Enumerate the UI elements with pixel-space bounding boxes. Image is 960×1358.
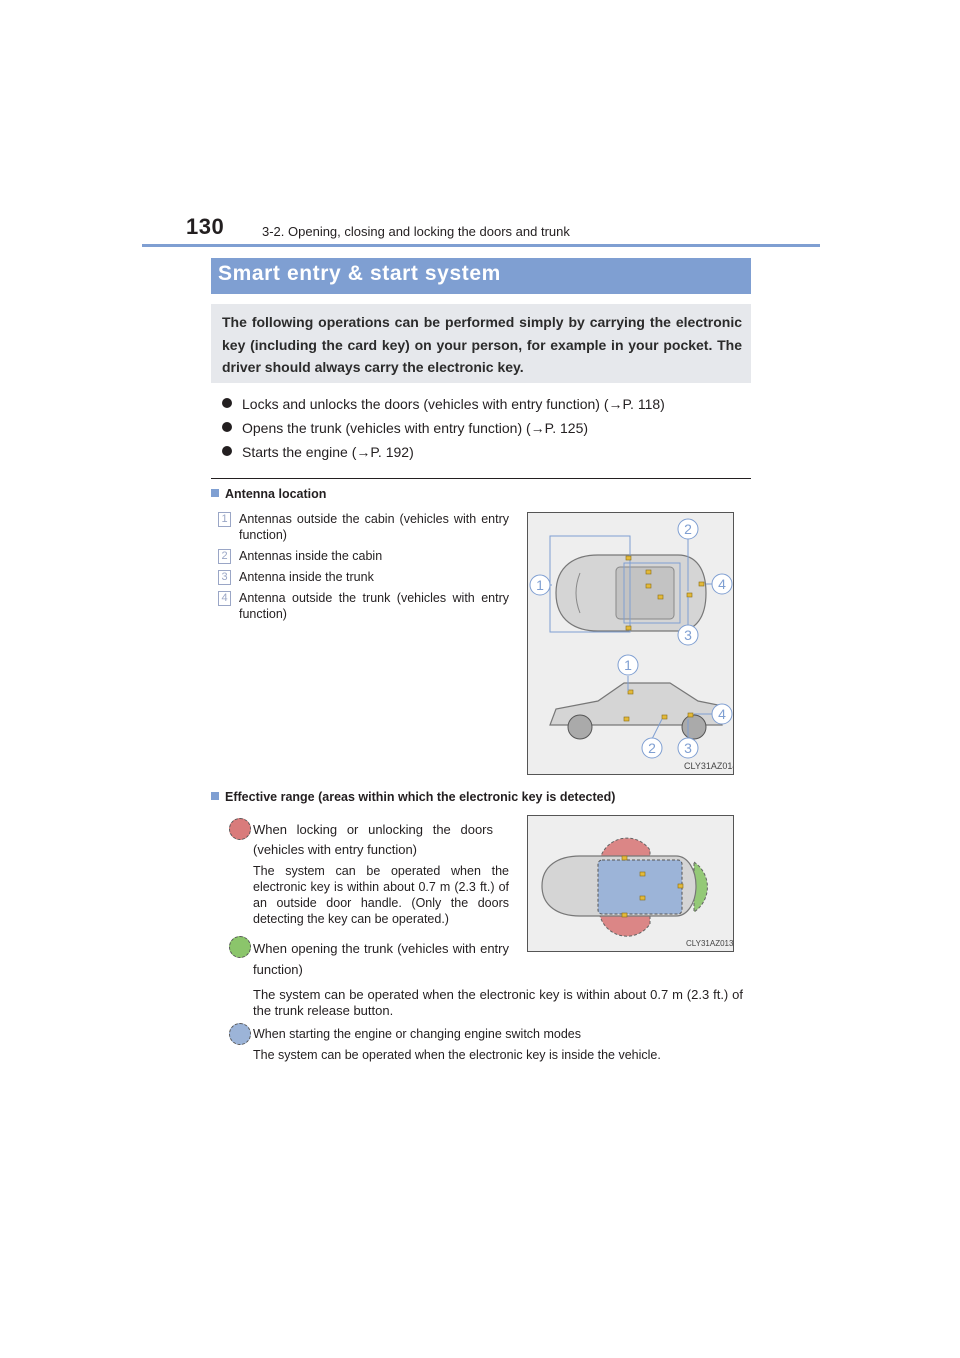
intro-text: The following operations can be performed simply by carrying the electronic key (including the card key) on your person, for example in your pocket. The driver should always carry the electronic key. <box>222 314 742 375</box>
range-figure <box>527 815 734 952</box>
range-diagram <box>528 816 733 951</box>
trunk-range-icon <box>229 936 251 958</box>
figure-label: 4 <box>718 576 726 592</box>
antenna-text: Antenna outside the trunk (vehicles with entry function) <box>239 591 509 621</box>
figure-label: 1 <box>624 657 632 673</box>
car-top-view-icon <box>556 555 706 631</box>
figure-code: CLY31AZ013 <box>686 939 733 948</box>
antenna-diagram <box>528 513 733 774</box>
figure-label: 3 <box>684 740 692 756</box>
square-marker-icon <box>211 489 219 497</box>
bullet-dot-icon <box>222 422 232 432</box>
figure-label: 1 <box>536 577 544 593</box>
figure-label: 2 <box>648 740 656 756</box>
antenna-heading-text: Antenna location <box>225 487 327 501</box>
antenna-number: 3 <box>218 570 231 585</box>
page-number: 130 <box>186 214 225 239</box>
bullet-item <box>222 444 414 460</box>
range-heading <box>211 790 615 804</box>
bullet-item <box>222 396 665 412</box>
bullet-dot-icon <box>222 398 232 408</box>
bullet-item <box>222 420 588 436</box>
antenna-figure <box>527 512 734 775</box>
doors-desc: The system can be operated when the electronic key is within about 0.7 m (2.3 ft.) of an outside door handle. (Only the doors detecting the key can be operated.) <box>253 864 509 926</box>
antenna-text: Antennas outside the cabin (vehicles with entry function) <box>239 512 509 542</box>
section-title: 3-2. Opening, closing and locking the doors and trunk <box>262 224 570 239</box>
figure-label: 2 <box>684 521 692 537</box>
figure-label: 4 <box>718 706 726 722</box>
antenna-number: 4 <box>218 591 231 606</box>
engine-title: When starting the engine or changing engine switch modes <box>253 1027 581 1041</box>
figure-label: 3 <box>684 627 692 643</box>
range-heading-text: Effective range (areas within which the electronic key is detected) <box>225 790 616 804</box>
square-marker-icon <box>211 792 219 800</box>
antenna-heading <box>211 487 326 501</box>
car-side-view-icon <box>550 683 722 739</box>
antenna-text: Antenna inside the trunk <box>239 570 374 584</box>
doors-title: When locking or unlocking the doors (vehicles with entry function) <box>253 822 493 857</box>
divider <box>211 478 751 479</box>
door-range-icon <box>229 818 251 840</box>
header-rule <box>142 244 820 247</box>
bullet-text: Opens the trunk (vehicles with entry function) (→P. 125) <box>242 420 589 436</box>
cabin-range-icon <box>229 1023 251 1045</box>
trunk-desc: The system can be operated when the electronic key is within about 0.7 m (2.3 ft.) of the trunk release button. <box>253 987 743 1018</box>
antenna-number: 2 <box>218 549 231 564</box>
engine-desc: The system can be operated when the electronic key is inside the vehicle. <box>253 1048 661 1062</box>
bullet-text: Locks and unlocks the doors (vehicles with entry function) (→P. 118) <box>242 396 665 412</box>
figure-code: CLY31AZ014 <box>684 761 733 771</box>
page-title: Smart entry & start system <box>218 262 501 285</box>
bullet-text: Starts the engine (→P. 192) <box>242 444 414 460</box>
antenna-text: Antennas inside the cabin <box>239 549 383 563</box>
antenna-number: 1 <box>218 512 231 527</box>
bullet-dot-icon <box>222 446 232 456</box>
trunk-title: When opening the trunk (vehicles with entry function) <box>253 941 509 977</box>
